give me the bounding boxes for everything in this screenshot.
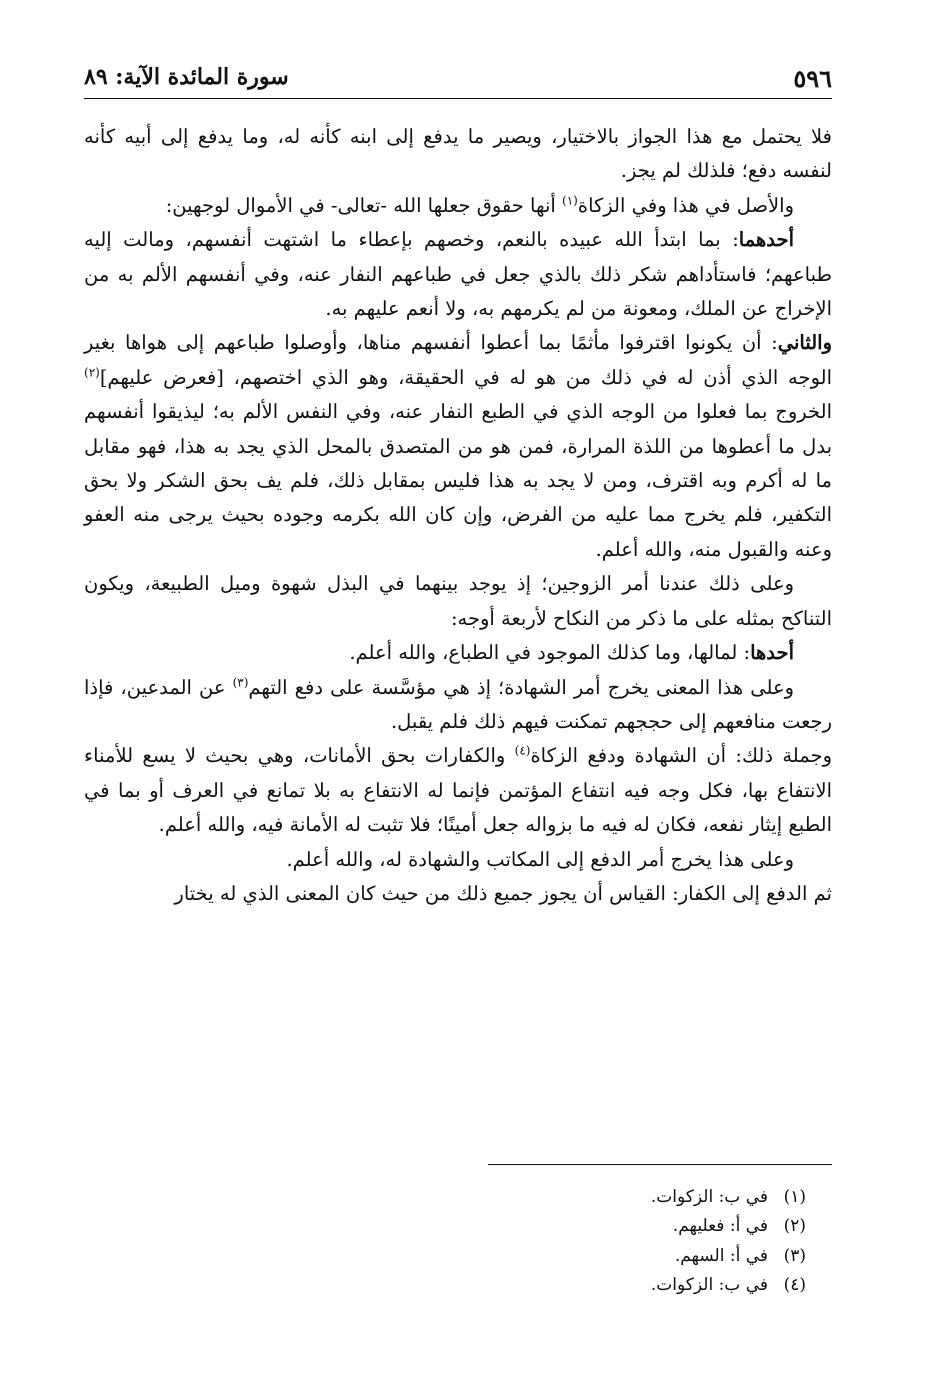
paragraph-text: والكفارات بحق الأمانات، وهي بحيث لا يسع للأمناء الانتفاع بها، فكل وجه فيه انتفاع المؤتمن فإنما له الانتفاع به بلا تمانع في العرف أو بما في الطبع إيثار نفعه، فكان له فيه ما بزواله جعل أمينًا؛ فلا تثبت له الأمانة فيه، والله أعلم.: [84, 744, 832, 837]
paragraph: [84, 877, 832, 911]
footnotes: [400, 1183, 832, 1300]
paragraph: [84, 671, 832, 740]
paragraph-text: : بما ابتدأ الله عبيده بالنعم، وخصهم بإعطاء ما اشتهت أنفسهم، ومالت إليه طباعهم؛ فاستأداهم شكر ذلك بالذي جعل في طباعهم النفار عنه، وفي أنفسهم الألم به من الإخراج عن الملك، ومعونة من لم يكرمهم به، ولا أنعم عليهم به.: [84, 228, 832, 321]
footnote: [400, 1183, 832, 1212]
paragraph-text: وعلى ذلك عندنا أمر الزوجين؛ إذ يوجد بينهما في البذل شهوة وميل الطبيعة، ويكون التناكح بمثله على ما ذكر من النكاح لأربعة أوجه:: [84, 572, 832, 630]
running-title: سورة المائدة الآية: ٨٩: [84, 64, 289, 90]
main-text: [84, 120, 832, 911]
paragraph-label: أحدهما: [738, 228, 794, 252]
footnote-text: في أ: فعليهم.: [672, 1216, 768, 1237]
paragraph: [84, 223, 832, 326]
paragraph-text: وعلى هذا المعنى يخرج أمر الشهادة؛ إذ هي مؤسَّسة على دفع التهم: [248, 675, 794, 699]
paragraph-text: : أن يكونوا اقترفوا مأثمًا بما أعطوا أنفسهم مناها، وأوصلوا طباعهم إلى هواها بغير الوجه الذي أذن له في ذلك من هو له في الحقيقة، وهو الذي اختصهم، [فعرض عليهم]: [84, 331, 832, 389]
footnote-ref: (٣): [232, 675, 249, 689]
paragraph: [84, 567, 832, 636]
footnote-ref: (٢): [84, 365, 100, 380]
footnote-number: (٣): [783, 1245, 806, 1266]
footnote-ref: (٤): [514, 743, 531, 758]
paragraph-text: ثم الدفع إلى الكفار: القياس أن يجوز جميع ذلك من حيث كان المعنى الذي له يختار: [174, 881, 832, 905]
paragraph: [84, 843, 832, 877]
paragraph: [84, 120, 832, 189]
footnote: [400, 1212, 832, 1241]
footnote-number: (٢): [783, 1216, 806, 1237]
footnote-number: (٤): [783, 1274, 806, 1295]
paragraph-text: وجملة ذلك: أن الشهادة ودفع الزكاة: [530, 744, 832, 768]
footnote: [400, 1242, 832, 1271]
paragraph: [84, 739, 832, 842]
page-header: [84, 62, 832, 99]
footnote-number: (١): [783, 1187, 806, 1207]
footnote-text: في ب: الزكوات.: [650, 1187, 768, 1207]
paragraph: [84, 326, 832, 567]
footnote-text: في ب: الزكوات.: [650, 1274, 768, 1295]
paragraph-text: فلا يحتمل مع هذا الجواز بالاختيار، ويصير ما يدفع إلى ابنه كأنه له، وما يدفع إلى أبيه كأنه لنفسه دفع؛ فلذلك لم يجز.: [84, 125, 832, 183]
footnote-ref: (١): [562, 193, 578, 208]
paragraph-text: وعلى هذا يخرج أمر الدفع إلى المكاتب والشهادة له، والله أعلم.: [286, 847, 794, 871]
paragraph-label: والثاني: [777, 331, 832, 355]
paragraph-label: أحدها: [750, 641, 794, 665]
paragraph-text: والأصل في هذا وفي الزكاة: [577, 193, 794, 217]
footnote-divider: [488, 1164, 832, 1165]
paragraph-text: : لمالها، وما كذلك الموجود في الطباع، والله أعلم.: [349, 641, 751, 665]
paragraph-text: الخروج بما فعلوا من الوجه الذي في الطبع النفار عنه، وفي النفس الألم به؛ ليذيقوا أنفسهم بدل ما أعطوها من اللذة المرارة، فمن هو من المتصدق بالمحل الذي يجد به هذا، فهو مقابل ما له أكرم وبه اقترف، ومن لا يجد به هذا فليس بمقابل ذلك، فلم يف بحق الشكر ولا بحق التكفير، فلم يخرج مما عليه من الفرض، وإن كان الله بكرمه وجوده بحيث يرجى منه العفو وعنه والقبول منه، والله أعلم.: [84, 400, 832, 561]
paragraph-text: عن المدعين، فإذا رجعت منافعهم إلى حججهم تمكنت فيهم ذلك فلم يقبل.: [84, 675, 832, 733]
footnote: [400, 1271, 832, 1300]
paragraph: [84, 189, 832, 223]
paragraph-text: أنها حقوق جعلها الله -تعالى- في الأموال لوجهين:: [165, 193, 563, 217]
page-number: ٥٩٦: [793, 64, 832, 93]
paragraph: [84, 636, 832, 670]
footnote-text: في أ: السهم.: [674, 1245, 768, 1266]
